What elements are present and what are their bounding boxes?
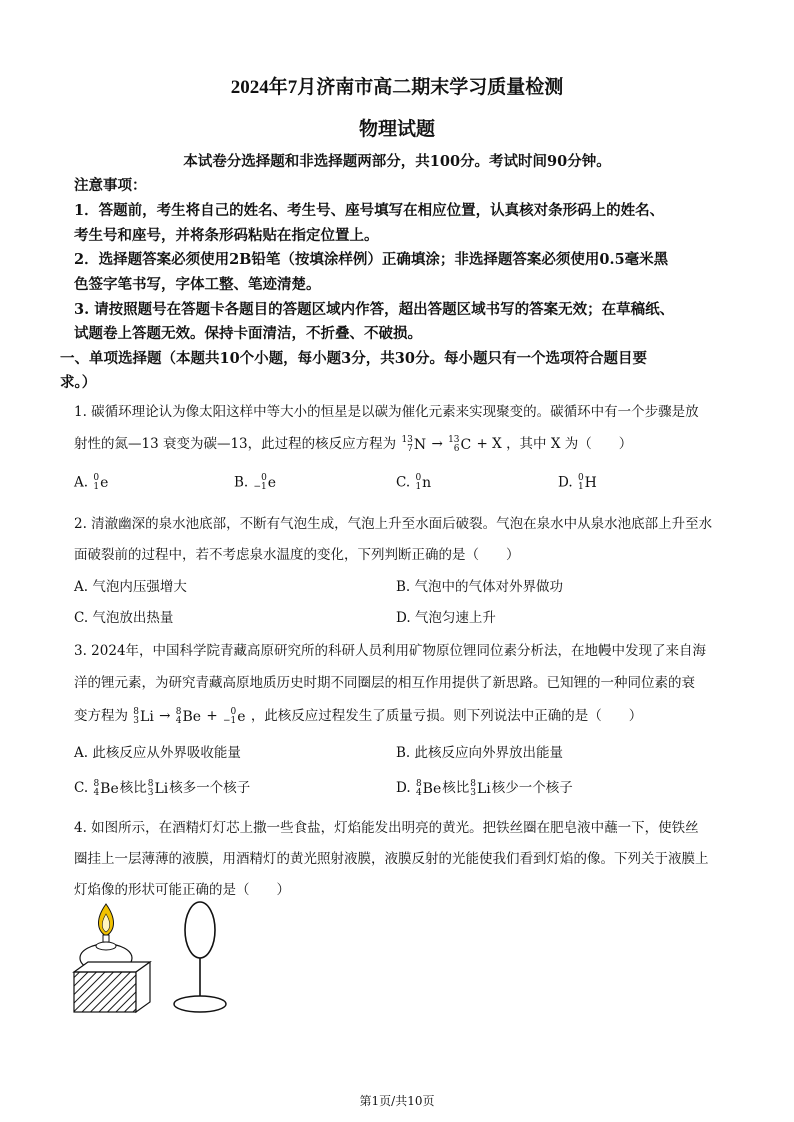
page-footer: 第1页/共10页 xyxy=(359,1094,435,1108)
q2-option-d[interactable]: D. 气泡匀速上升 xyxy=(396,610,496,626)
q4-line-3: 灯焰像的形状可能正确的是（ ） xyxy=(74,882,290,898)
q1-line-1: 1. 碳循环理论认为像太阳这样中等大小的恒星是以碳为催化元素来实现聚变的。碳循环中有一个步骤是放 xyxy=(74,404,699,420)
q2-line-1: 2. 清澈幽深的泉水池底部，不断有气泡生成，气泡上升至水面后破裂。气泡在泉水中从泉水池底部上升至水 xyxy=(74,516,713,532)
notice-item-3-line-2: 试题卷上答题无效。保持卡面清洁，不折叠、不破损。 xyxy=(74,325,422,342)
q3-line-1: 3. 2024年，中国科学院青藏高原研究所的科研人员利用矿物原位锂同位素分析法，在地幔中发现了来自海 xyxy=(74,643,707,659)
q3-option-b[interactable]: B. 此核反应向外界放出能量 xyxy=(396,745,564,761)
q3-line-3: 变方程为 8 3 Li → 8 4 Be + 0 −1 e ，此核反应过程发生了质量亏损。则下列说法中正确的是（ ） xyxy=(74,706,643,726)
q1-option-a[interactable]: A. 0 1 e xyxy=(74,473,109,492)
q2-option-a[interactable]: A. 气泡内压强增大 xyxy=(74,579,187,595)
exam-intro: 本试卷分选择题和非选择题两部分，共100分。考试时间90分钟。 xyxy=(183,153,611,170)
q2-line-2: 面破裂前的过程中，若不考虑泉水温度的变化，下列判断正确的是（ ） xyxy=(74,547,520,563)
q1-line-2 xyxy=(74,432,734,454)
q1-option-d[interactable]: D. 0 1 H xyxy=(558,473,597,492)
q1-option-c[interactable]: C. 0 1 n xyxy=(396,473,432,492)
q1-option-b[interactable]: B. 0 −1 e xyxy=(234,473,277,492)
carbon-13-nuclide: 13 6 C xyxy=(448,434,472,454)
q3-line-2: 洋的锂元素，为研究青藏高原地质历史时期不同圈层的相互作用提供了新思路。已知锂的一种同位素的衰 xyxy=(74,675,695,691)
q1-stem-prefix: 射性的氮—13 衰变为碳—13，此过程的核反应方程为 xyxy=(74,436,397,452)
q4-line-2: 圈挂上一层薄薄的液膜，用酒精灯的黄光照射液膜，液膜反射的光能使我们看到灯焰的像。下列关于液膜上 xyxy=(74,851,709,867)
section-1-heading-line-2: 求。） xyxy=(60,374,97,391)
q2-option-c[interactable]: C. 气泡放出热量 xyxy=(74,610,174,626)
q1-stem-suffix: ，其中 X 为（ ） xyxy=(506,436,633,452)
reaction-arrow: → xyxy=(431,436,443,452)
plus-sign: + xyxy=(476,436,488,452)
stand-base-icon xyxy=(174,996,226,1012)
hatched-block-icon xyxy=(74,972,136,1012)
notice-item-3-line-1: 3. 请按照题号在答题卡各题目的答题区域内作答，超出答题区域书写的答案无效；在草稿纸、 xyxy=(74,301,675,318)
q3-option-d[interactable]: D. 8 4 Be 核比 8 3 Li 核少一个核子 xyxy=(396,778,573,798)
wire-loop-figure xyxy=(168,900,238,1020)
exam-title: 2024年7月济南市高二期末学习质量检测 xyxy=(230,77,564,98)
notice-item-1-line-2: 考生号和座号，并将条形码粘贴在指定位置上。 xyxy=(74,227,379,244)
notice-heading: 注意事项： xyxy=(74,177,147,194)
notice-item-2-line-1: 2．选择题答案必须使用2B铅笔（按填涂样例）正确填涂；非选择题答案必须使用0.5毫米黑 xyxy=(74,251,669,268)
q3-option-c[interactable]: C. 8 4 Be 核比 8 3 Li 核多一个核子 xyxy=(74,778,251,798)
nitrogen-13-nuclide: 13 7 N xyxy=(401,434,427,454)
electron-nuclide: 0 −1 e xyxy=(222,706,246,726)
beryllium-8-nuclide: 8 4 Be xyxy=(175,706,202,726)
notice-item-1-line-1: 1．答题前，考生将自己的姓名、考生号、座号填写在相应位置，认真核对条形码上的姓名、 xyxy=(74,202,665,219)
q2-option-b[interactable]: B. 气泡中的气体对外界做功 xyxy=(396,579,564,595)
notice-item-2-line-2: 色签字笔书写，字体工整、笔迹清楚。 xyxy=(74,276,321,293)
lithium-8-nuclide: 8 3 Li xyxy=(133,706,154,726)
wire-loop-icon xyxy=(185,902,215,958)
unknown-particle-x: X xyxy=(492,436,502,452)
q4-line-1: 4. 如图所示，在酒精灯灯芯上撒一些食盐，灯焰能发出明亮的黄光。把铁丝圈在肥皂液中蘸一下，使铁丝 xyxy=(74,820,699,836)
q3-option-a[interactable]: A. 此核反应从外界吸收能量 xyxy=(74,745,241,761)
alcohol-lamp-figure xyxy=(66,900,156,1020)
exam-subtitle: 物理试题 xyxy=(358,119,435,140)
section-1-heading-line-1: 一、单项选择题（本题共10个小题，每小题3分，共30分。每小题只有一个选项符合题目要 xyxy=(60,350,647,367)
